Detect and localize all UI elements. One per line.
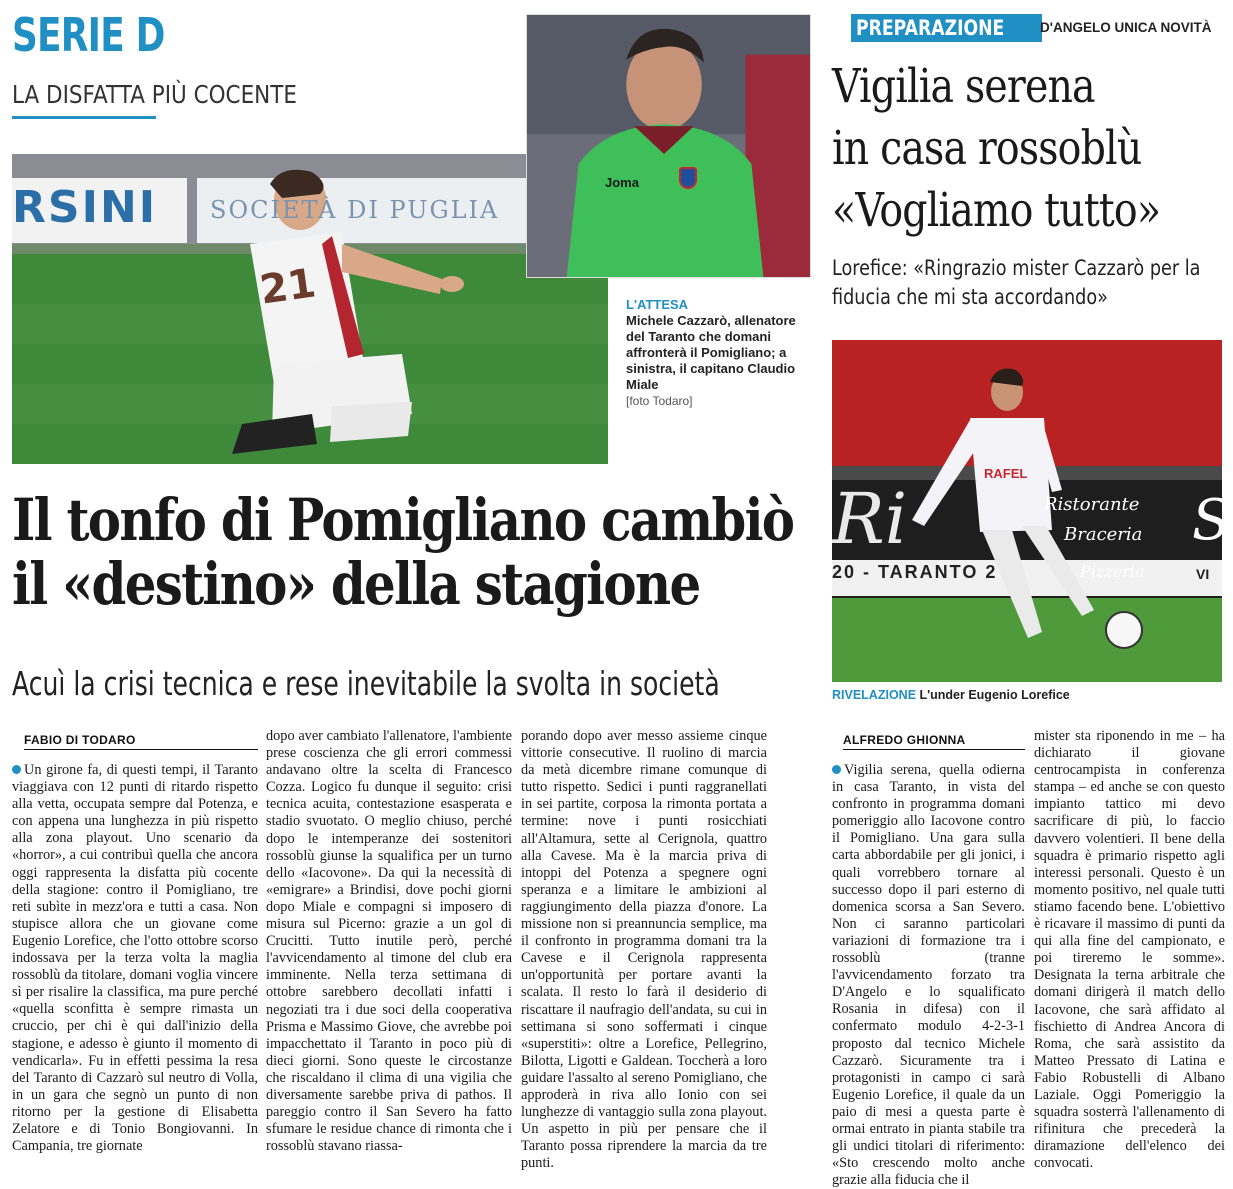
right-headline [832,56,1185,242]
headline-line: «Vogliamo tutto» [832,183,1161,238]
main-article-column: porando dopo aver messo assieme cinque vittorie consecutive. Il ruolino di marcia da metà dicembre rimane comunque di tutto rispetto. Sedici i punti raggranellati in sei partite, corposa la rimonta portata a termine: nove i punti rosicchiati all'Altamura, sette al Cerignola, quattro alla Cavese. Ma è la marcia priva di intoppi del Potenza a spegnere ogni speranza e a limitare le ambizioni al raggiungimento della piazza d'onore. La missione non si preannuncia semplice, ma il confronto in programma domani tra la Cavese e il Cerignola rappresenta un'opportunità per portare avanti la scalata. Il resto lo farà il desiderio di riscattare il naufragio dell'andata, su cui in settimana si sono soffermati i cinque «superstiti»: oltre a Lorefice, Pellegrino, Bilotta, Ligotti e Galdean. Toccherà a loro guidare l'assalto al sereno Pomigliano, che approderà in riva allo Ionio con sei lunghezze di vantaggio sulla zona playout. Un aspetto in più per pensare che il Taranto possa riprendere la marcia da tre punti. [521,728,767,1172]
caption-credit: [foto Todaro] [626,394,693,408]
section-rule [12,116,156,119]
right-photo-caption [832,688,1070,702]
banner-text: Ri [832,478,908,560]
caption-text: L'under Eugenio Lorefice [919,688,1070,702]
bullet-icon [12,765,21,774]
article-text: Vigilia serena, quella odierna in casa Taranto, in vista del confronto in programma domani pomeriggio allo Iacovone contro il Pomigliano. Una gara sulla carta abbordabile per gli jonici, i quali vorrebbero tornare al successo dopo il pari esterno di domenica scorsa a San Severo. Non ci saranno particolari variazioni di formazione tra i rossoblù (tranne l'avvicendamento forzato tra D'Angelo e lo squalificato Rosania in difesa) con il confermato modulo 4-2-3-1 proposto dal tecnico Michele Cazzarò. Sicuramente tra i protagonisti in campo ci sarà Eugenio Lorefice, il quale da un paio di mesi a questa parte è ormai entrato in pianta stabile tra gli undici titolari di riferimento: «Sto crescendo molto anche grazie alla fiducia che il [832,762,1025,1189]
banner-text: VI [1196,566,1210,582]
headline-line: il «destino» della stagione [12,550,700,618]
right-article-column: mister sta riponendo in me – ha dichiarato il giovane centrocampista in conferenza stampa – ed anche se con questo impianto tattico mi devo sacrificare di più, lo faccio davvero volentieri. Il bene della squadra è primario rispetto agli interessi personali. Questo è un momento positivo, nel quale tutti stiamo facendo bene. L'obiettivo è ricavare il massimo di punti da qui alla fine del campionato, e poi tireremo le somme». Designata la terna arbitrale che domani dirigerà il match dello Iacovone, che sarà affidato al fischietto di Andrea Ancora di Roma, che sarà assistito da Matteo Pressato di Latina e Fabio Robustelli di Albano Laziale. Oggi Pomeriggio la squadra sosterrà l'allenamento di rifinitura che precederà la diramazione dell'elenco dei convocati. [1034,728,1225,1172]
preparazione-tag: PREPARAZIONE [851,14,1042,42]
caption-tag: RIVELAZIONE [832,688,917,702]
right-byline: ALFREDO GHIONNA [843,733,1025,750]
banner-text: S [1192,488,1231,553]
right-kicker: D'ANGELO UNICA NOVITÀ [1040,20,1212,35]
bullet-icon [832,765,841,774]
jersey-sponsor: RAFEL [984,466,1028,481]
coach-photo [526,14,811,278]
lorefice-photo [832,340,1231,682]
player-photo [12,154,608,464]
main-article-column [12,762,258,1155]
right-subtitle: Lorefice: «Ringrazio mister Cazzarò per la fiducia che mi sta accordando» [832,256,1201,309]
headline-line: Il tonfo di Pomigliano cambiò [12,486,794,554]
headline-line: Vigilia serena [832,59,1095,114]
banner-text: 20 - TARANTO 2 [832,562,998,582]
banner-text: RSINI [12,182,158,233]
headline-line: in casa rossoblù [832,121,1142,176]
banner-text: Ristorante [1044,494,1140,515]
banner-text: SOCIETÀ DI PUGLIA [210,196,500,224]
article-text: Un girone fa, di questi tempi, il Taranto viaggiava con 12 punti di ritardo rispetto alla vetta, occupata sempre dal Potenza, e con appena una lunghezza in più rispetto alla zona playout. Uno scenario da «horror», a cui contribuì quella che ancora oggi rappresenta la disfatta più cocente della stagione: contro il Pomigliano, tre reti subìte in mezz'ora e tutti a casa. Non stupisce allora che un giovane come Eugenio Lorefice, che l'otto ottobre scorso indossava per la terza volta la maglia rossoblù da titolare, domani voglia vincere sì per risalire la classifica, ma pure perché «quella sconfitta è sempre rimasta un cruccio, per chi è qui dall'inizio della stagione, e adesso è giunto il momento di vendicarla». Fu in effetti pessima la resa del Taranto di Cazzarò sul neutro di Volla, in un gara che segnò un punto di non ritorno per la gestione di Elisabetta Zelatore e di Tonio Bongiovanni. In Campania, tre giornate [12,762,258,1155]
banner-text: Pizzeria [1080,562,1145,581]
photo-caption [626,297,804,409]
main-subheadline: Acuì la crisi tecnica e rese inevitabile la svolta in società [12,664,720,703]
main-headline [12,488,820,616]
section-title: SERIE D [12,8,165,62]
caption-text: Michele Cazzarò, allenatore del Taranto che domani affronterà il Pomigliano; a sinistra, il capitano Claudio Miale [626,313,796,392]
main-article-column: dopo aver cambiato l'allenatore, l'ambiente prese coscienza che gli errori commessi andavano oltre la scelta di Francesco Cozza. Logico fu dunque il seguito: crisi tecnica acuita, contestazione esasperata e stadio svuotato. O meglio chiuso, perché dopo le intemperanze dei sostenitori rossoblù giunse la squalifica per un turno dello «Iacovone». Da qui la necessità di «emigrare» a Brindisi, dove pochi giorni dopo Miale e compagni si imposero di misura sul Picerno: grazie a un gol di Crucitti. Tutto inutile però, perché l'avvicendamento al timone del club era imminente. Nella terza settimana di ottobre sarebbero decollati infatti i negoziati tra i due soci della cooperativa Prisma e Massimo Giove, che avrebbe poi impacchettato il Taranto in poco più di dieci giorni. Sono queste le circostanze che riscaldano il clima di una vigilia che diversamente sarebbe priva di pathos. Il pareggio contro il San Severo ha fatto sfumare le residue chance di rimonta che i rossoblù stavano riassa- [266,728,512,1155]
section-subtitle: LA DISFATTA PIÙ COCENTE [12,80,297,109]
caption-tag: L'ATTESA [626,297,689,312]
jersey-number: 21 [257,260,319,314]
right-article-column [832,762,1025,1189]
banner-text: Braceria [1064,524,1143,545]
main-byline: FABIO DI TODARO [24,733,258,750]
shirt-brand: Joma [605,175,639,190]
club-crest-icon [679,167,697,189]
